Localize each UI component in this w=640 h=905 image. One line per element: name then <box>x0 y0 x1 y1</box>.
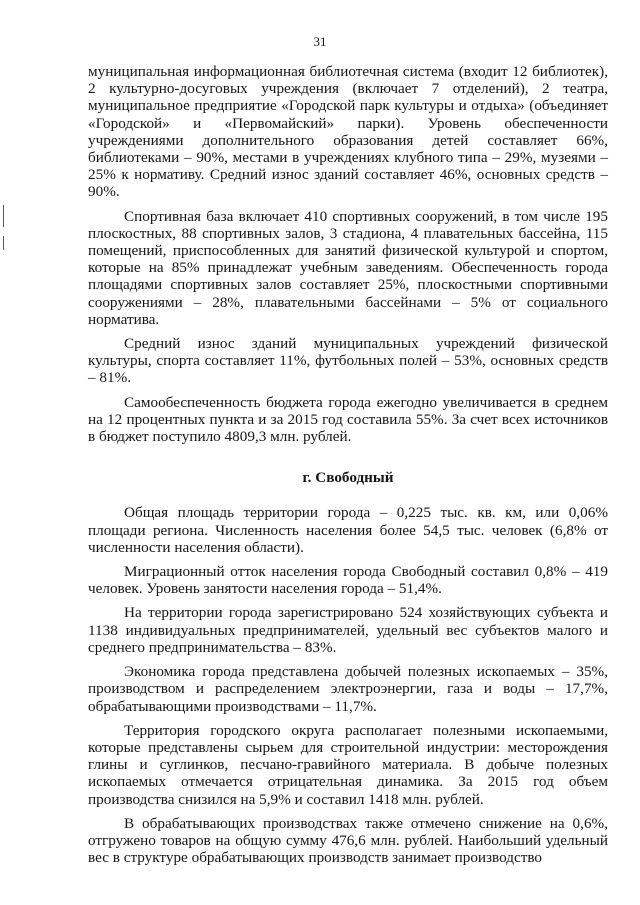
document-body <box>88 63 608 866</box>
paragraph: На территории города зарегистрировано 524 хозяйствующих субъекта и 1138 индивидуальных предпринимателей, удельный вес субъектов малого и среднего предпринимательства – 83%. <box>88 604 608 656</box>
paragraph: Миграционный отток населения города Свободный составил 0,8% – 419 человек. Уровень занятости населения города – 51,4%. <box>88 563 608 598</box>
paragraph: Территория городского округа располагает полезными ископаемыми, которые представлены сырьем для строительной индустрии: месторождения глины и суглинков, песчано-гравийного материала. В добыче полезных ископаемых отмечается отрицательная динамика. За 2015 год объем производства снизился на 5,9% и составил 1418 млн. рублей. <box>88 721 608 808</box>
section-heading: г. Свободный <box>302 469 394 487</box>
scan-edge-mark <box>3 236 4 250</box>
paragraph: В обрабатывающих производствах также отмечено снижение на 0,6%, отгружено товаров на общую сумму 476,6 млн. рублей. Наибольший удельный вес в структуре обрабатывающих производств занимает производство <box>88 814 608 867</box>
paragraph: Общая площадь территории города – 0,225 тыс. кв. км, или 0,06% площади региона. Численность населения более 54,5 тыс. человек (6,8% от численности населения области). <box>88 504 608 556</box>
paragraph: Экономика города представлена добычей полезных ископаемых – 35%, производством и распределением электроэнергии, газа и воды – 17,7%, обрабатывающими производствами – 11,7%. <box>88 663 608 715</box>
scan-edge-mark <box>3 205 4 227</box>
paragraph: Средний износ зданий муниципальных учреждений физической культуры, спорта составляет 11%, футбольных полей – 53%, основных средств – 81%. <box>88 335 608 387</box>
paragraph: Спортивная база включает 410 спортивных сооружений, в том числе 195 плоскостных, 88 спортивных залов, 3 стадиона, 4 плавательных бассейна, 115 помещений, приспособленных для занятий физической культурой и спортом, которые на 85% принадлежат учебным заведениям. Обеспеченность города площадями спортивных залов составляет 25%, плоскостными спортивными сооружениями – 28%, плавательными бассейнами – 5% от социального норматива. <box>88 207 608 328</box>
page-number: 31 <box>313 34 327 49</box>
paragraph: Самообеспеченность бюджета города ежегодно увеличивается в среднем на 12 процентных пункта и за 2015 год составила 55%. За счет всех источников в бюджет поступило 4809,3 млн. рублей. <box>88 393 608 446</box>
paragraph: муниципальная информационная библиотечная система (входит 12 библиотек), 2 культурно-досуговых учреждения (включает 7 отделений), 2 театра, муниципальное предприятие «Городской парк культуры и отдыха» (объединяет «Городской» и «Первомайский» парки). Уровень обеспеченности учреждениями дополнительного образования детей составляет 66%, библиотеками – 90%, местами в учреждениях клубного типа – 29%, музеями – 25% к нормативу. Средний износ зданий составляет 46%, основных средств – 90%. <box>88 63 608 201</box>
